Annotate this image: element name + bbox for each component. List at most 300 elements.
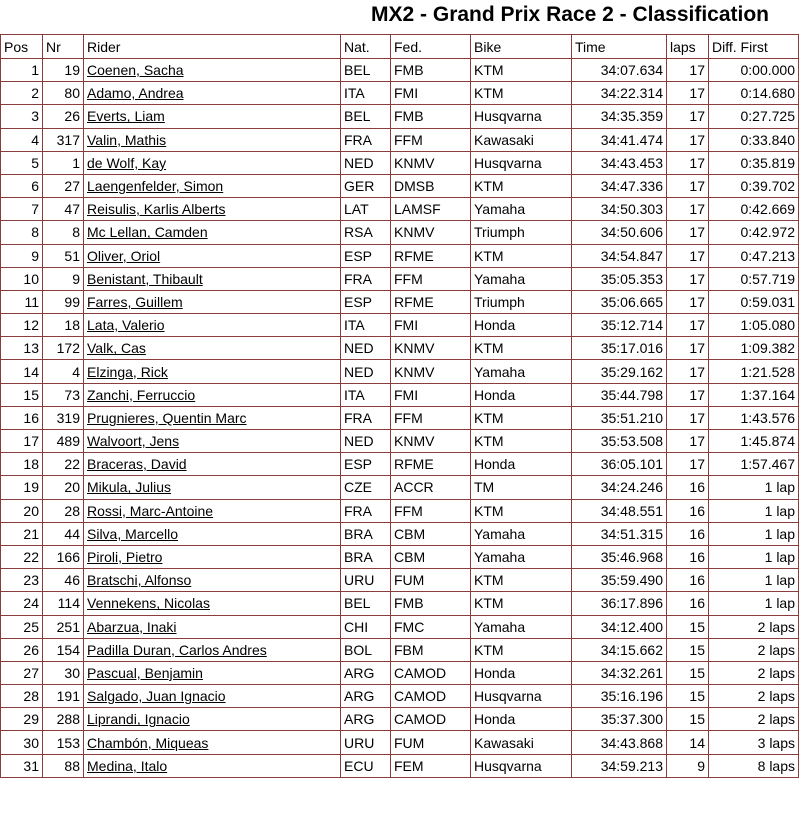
rider-link[interactable]: Vennekens, Nicolas	[87, 595, 210, 612]
cell-fed: CBM	[391, 545, 471, 568]
cell-fed: FFM	[391, 499, 471, 522]
cell-laps: 9	[667, 754, 709, 777]
cell-rider	[84, 545, 341, 568]
table-row	[1, 360, 799, 383]
cell-bike: KTM	[471, 592, 572, 615]
cell-time: 34:24.246	[572, 476, 667, 499]
column-header-pos: Pos	[1, 35, 43, 59]
cell-nat: ESP	[341, 244, 391, 267]
cell-laps: 17	[667, 383, 709, 406]
cell-nat: CHI	[341, 615, 391, 638]
cell-nr: 73	[43, 383, 84, 406]
cell-rider	[84, 59, 341, 82]
cell-rider	[84, 708, 341, 731]
cell-rider	[84, 522, 341, 545]
cell-fed: FMI	[391, 314, 471, 337]
cell-fed: FFM	[391, 128, 471, 151]
rider-link[interactable]: Mc Lellan, Camden	[87, 224, 208, 241]
cell-rider	[84, 685, 341, 708]
cell-nr: 1	[43, 151, 84, 174]
cell-laps: 17	[667, 128, 709, 151]
cell-diff: 0:14.680	[709, 82, 799, 105]
cell-laps: 17	[667, 360, 709, 383]
cell-time: 34:50.606	[572, 221, 667, 244]
cell-rider	[84, 615, 341, 638]
cell-nr: 251	[43, 615, 84, 638]
cell-nr: 317	[43, 128, 84, 151]
cell-nat: NED	[341, 360, 391, 383]
rider-link[interactable]: Chambón, Miqueas	[87, 734, 209, 751]
cell-time: 35:12.714	[572, 314, 667, 337]
cell-time: 34:35.359	[572, 105, 667, 128]
cell-diff: 2 laps	[709, 708, 799, 731]
rider-link[interactable]: Reisulis, Karlis Alberts	[87, 201, 226, 218]
cell-nr: 172	[43, 337, 84, 360]
cell-nat: LAT	[341, 198, 391, 221]
cell-fed: CAMOD	[391, 661, 471, 684]
cell-nr: 8	[43, 221, 84, 244]
cell-pos: 23	[1, 569, 43, 592]
cell-diff: 1 lap	[709, 569, 799, 592]
table-row	[1, 685, 799, 708]
cell-rider	[84, 592, 341, 615]
cell-bike: Yamaha	[471, 198, 572, 221]
cell-nr: 319	[43, 406, 84, 429]
cell-time: 36:17.896	[572, 592, 667, 615]
cell-fed: KNMV	[391, 360, 471, 383]
cell-pos: 26	[1, 638, 43, 661]
cell-fed: FMB	[391, 592, 471, 615]
cell-diff: 1 lap	[709, 522, 799, 545]
cell-pos: 12	[1, 314, 43, 337]
classification-table	[0, 34, 799, 778]
cell-pos: 14	[1, 360, 43, 383]
cell-time: 35:46.968	[572, 545, 667, 568]
cell-bike: Triumph	[471, 221, 572, 244]
rider-link[interactable]: Laengenfelder, Simon	[87, 178, 224, 195]
cell-rider	[84, 360, 341, 383]
cell-nr: 154	[43, 638, 84, 661]
cell-laps: 15	[667, 661, 709, 684]
cell-pos: 13	[1, 337, 43, 360]
cell-nr: 153	[43, 731, 84, 754]
cell-pos: 29	[1, 708, 43, 731]
cell-bike: Kawasaki	[471, 731, 572, 754]
rider-link[interactable]: Elzinga, Rick	[87, 363, 168, 380]
cell-bike: KTM	[471, 499, 572, 522]
rider-link[interactable]: Valin, Mathis	[87, 131, 167, 148]
cell-diff: 0:27.725	[709, 105, 799, 128]
rider-link[interactable]: Piroli, Pietro	[87, 549, 163, 566]
cell-bike: Yamaha	[471, 545, 572, 568]
cell-time: 34:41.474	[572, 128, 667, 151]
cell-nat: NED	[341, 151, 391, 174]
cell-rider	[84, 314, 341, 337]
cell-bike: Kawasaki	[471, 128, 572, 151]
cell-nr: 9	[43, 267, 84, 290]
cell-time: 34:07.634	[572, 59, 667, 82]
cell-nat: FRA	[341, 128, 391, 151]
cell-laps: 17	[667, 82, 709, 105]
cell-rider	[84, 638, 341, 661]
cell-diff: 1 lap	[709, 499, 799, 522]
cell-pos: 24	[1, 592, 43, 615]
rider-link[interactable]: Salgado, Juan Ignacio	[87, 688, 226, 705]
rider-link[interactable]: Benistant, Thibault	[87, 270, 203, 287]
cell-bike: Honda	[471, 453, 572, 476]
cell-rider	[84, 476, 341, 499]
cell-laps: 17	[667, 314, 709, 337]
rider-link[interactable]: Liprandi, Ignacio	[87, 711, 190, 728]
rider-link[interactable]: Everts, Liam	[87, 108, 165, 125]
cell-time: 34:32.261	[572, 661, 667, 684]
cell-nat: FRA	[341, 267, 391, 290]
cell-pos: 17	[1, 430, 43, 453]
cell-nr: 99	[43, 290, 84, 313]
cell-time: 35:37.300	[572, 708, 667, 731]
table-row	[1, 128, 799, 151]
cell-fed: FUM	[391, 569, 471, 592]
cell-nat: BEL	[341, 592, 391, 615]
cell-diff: 1:37.164	[709, 383, 799, 406]
rider-link[interactable]: Braceras, David	[87, 456, 187, 473]
cell-pos: 30	[1, 731, 43, 754]
cell-nr: 44	[43, 522, 84, 545]
column-header-nr: Nr	[43, 35, 84, 59]
cell-time: 34:43.868	[572, 731, 667, 754]
cell-nr: 46	[43, 569, 84, 592]
cell-bike: Honda	[471, 314, 572, 337]
cell-rider	[84, 569, 341, 592]
cell-diff: 2 laps	[709, 661, 799, 684]
cell-fed: DMSB	[391, 174, 471, 197]
cell-nr: 191	[43, 685, 84, 708]
column-header-fed: Fed.	[391, 35, 471, 59]
cell-laps: 16	[667, 522, 709, 545]
rider-link[interactable]: Medina, Italo	[87, 757, 168, 774]
cell-laps: 16	[667, 499, 709, 522]
cell-nr: 18	[43, 314, 84, 337]
cell-rider	[84, 82, 341, 105]
column-header-laps: laps	[667, 35, 709, 59]
cell-fed: FMI	[391, 82, 471, 105]
cell-nat: GER	[341, 174, 391, 197]
cell-fed: FUM	[391, 731, 471, 754]
cell-nat: URU	[341, 569, 391, 592]
cell-pos: 31	[1, 754, 43, 777]
cell-fed: CAMOD	[391, 685, 471, 708]
table-row	[1, 569, 799, 592]
cell-laps: 17	[667, 290, 709, 313]
cell-rider	[84, 174, 341, 197]
cell-nat: ITA	[341, 82, 391, 105]
cell-bike: Yamaha	[471, 522, 572, 545]
cell-pos: 15	[1, 383, 43, 406]
cell-diff: 0:00.000	[709, 59, 799, 82]
cell-bike: KTM	[471, 430, 572, 453]
cell-time: 34:22.314	[572, 82, 667, 105]
cell-diff: 1 lap	[709, 545, 799, 568]
cell-nr: 22	[43, 453, 84, 476]
cell-nr: 114	[43, 592, 84, 615]
cell-time: 35:06.665	[572, 290, 667, 313]
cell-pos: 21	[1, 522, 43, 545]
rider-link[interactable]: Oliver, Oriol	[87, 247, 161, 264]
cell-fed: KNMV	[391, 430, 471, 453]
cell-nat: BEL	[341, 105, 391, 128]
cell-diff: 2 laps	[709, 615, 799, 638]
cell-pos: 27	[1, 661, 43, 684]
cell-nat: FRA	[341, 406, 391, 429]
cell-nr: 88	[43, 754, 84, 777]
rider-link[interactable]: Mikula, Julius	[87, 479, 172, 496]
cell-fed: RFME	[391, 244, 471, 267]
cell-nat: ARG	[341, 661, 391, 684]
table-header-row	[1, 35, 799, 59]
cell-nat: ITA	[341, 383, 391, 406]
cell-fed: KNMV	[391, 151, 471, 174]
cell-fed: FMI	[391, 383, 471, 406]
cell-nr: 489	[43, 430, 84, 453]
cell-fed: FMB	[391, 59, 471, 82]
cell-fed: FMC	[391, 615, 471, 638]
cell-laps: 15	[667, 638, 709, 661]
cell-time: 34:51.315	[572, 522, 667, 545]
cell-pos: 9	[1, 244, 43, 267]
cell-bike: Yamaha	[471, 360, 572, 383]
cell-nr: 20	[43, 476, 84, 499]
cell-pos: 5	[1, 151, 43, 174]
cell-diff: 1:43.576	[709, 406, 799, 429]
cell-nat: URU	[341, 731, 391, 754]
cell-laps: 17	[667, 198, 709, 221]
cell-diff: 0:33.840	[709, 128, 799, 151]
cell-nr: 30	[43, 661, 84, 684]
table-row	[1, 337, 799, 360]
cell-nr: 28	[43, 499, 84, 522]
table-row	[1, 731, 799, 754]
cell-diff: 0:47.213	[709, 244, 799, 267]
cell-bike: KTM	[471, 244, 572, 267]
cell-rider	[84, 499, 341, 522]
cell-rider	[84, 754, 341, 777]
cell-bike: Yamaha	[471, 615, 572, 638]
cell-time: 34:50.303	[572, 198, 667, 221]
cell-pos: 2	[1, 82, 43, 105]
rider-link[interactable]: Silva, Marcello	[87, 525, 179, 542]
cell-time: 35:16.196	[572, 685, 667, 708]
cell-diff: 1:09.382	[709, 337, 799, 360]
table-row	[1, 476, 799, 499]
cell-fed: KNMV	[391, 221, 471, 244]
cell-fed: FMB	[391, 105, 471, 128]
cell-diff: 0:42.669	[709, 198, 799, 221]
cell-pos: 28	[1, 685, 43, 708]
cell-nat: BEL	[341, 59, 391, 82]
table-row	[1, 267, 799, 290]
cell-diff: 3 laps	[709, 731, 799, 754]
cell-bike: KTM	[471, 59, 572, 82]
table-row	[1, 592, 799, 615]
cell-rider	[84, 406, 341, 429]
cell-fed: ACCR	[391, 476, 471, 499]
cell-laps: 17	[667, 244, 709, 267]
cell-diff: 0:42.972	[709, 221, 799, 244]
cell-bike: Husqvarna	[471, 105, 572, 128]
cell-fed: CAMOD	[391, 708, 471, 731]
cell-rider	[84, 290, 341, 313]
rider-link[interactable]: Rossi, Marc-Antoine	[87, 502, 214, 519]
cell-nr: 166	[43, 545, 84, 568]
table-row	[1, 221, 799, 244]
cell-pos: 3	[1, 105, 43, 128]
rider-link[interactable]: Valk, Cas	[87, 340, 146, 357]
cell-diff: 1:57.467	[709, 453, 799, 476]
cell-rider	[84, 128, 341, 151]
cell-fed: LAMSF	[391, 198, 471, 221]
cell-pos: 22	[1, 545, 43, 568]
rider-link[interactable]: Walvoort, Jens	[87, 433, 180, 450]
cell-laps: 17	[667, 151, 709, 174]
table-row	[1, 383, 799, 406]
rider-link[interactable]: Adamo, Andrea	[87, 85, 184, 102]
cell-bike: KTM	[471, 82, 572, 105]
cell-time: 34:47.336	[572, 174, 667, 197]
cell-pos: 1	[1, 59, 43, 82]
cell-pos: 19	[1, 476, 43, 499]
cell-diff: 0:39.702	[709, 174, 799, 197]
table-row	[1, 314, 799, 337]
table-row	[1, 198, 799, 221]
cell-fed: FEM	[391, 754, 471, 777]
cell-diff: 0:59.031	[709, 290, 799, 313]
cell-laps: 17	[667, 453, 709, 476]
cell-bike: KTM	[471, 638, 572, 661]
table-row	[1, 59, 799, 82]
table-row	[1, 615, 799, 638]
rider-link[interactable]: de Wolf, Kay	[87, 154, 167, 171]
cell-nat: RSA	[341, 221, 391, 244]
table-row	[1, 244, 799, 267]
cell-bike: Yamaha	[471, 267, 572, 290]
rider-link[interactable]: Zanchi, Ferruccio	[87, 386, 196, 403]
cell-laps: 16	[667, 545, 709, 568]
cell-laps: 15	[667, 708, 709, 731]
cell-bike: Husqvarna	[471, 151, 572, 174]
cell-laps: 17	[667, 174, 709, 197]
cell-fed: FFM	[391, 267, 471, 290]
rider-link[interactable]: Coenen, Sacha	[87, 62, 184, 79]
table-row	[1, 661, 799, 684]
cell-time: 34:54.847	[572, 244, 667, 267]
cell-laps: 17	[667, 105, 709, 128]
rider-link[interactable]: Pascual, Benjamin	[87, 664, 203, 681]
cell-bike: Honda	[471, 661, 572, 684]
cell-pos: 16	[1, 406, 43, 429]
cell-fed: KNMV	[391, 337, 471, 360]
column-header-bike: Bike	[471, 35, 572, 59]
cell-fed: FBM	[391, 638, 471, 661]
cell-nr: 51	[43, 244, 84, 267]
cell-nat: BRA	[341, 522, 391, 545]
cell-pos: 11	[1, 290, 43, 313]
cell-time: 35:51.210	[572, 406, 667, 429]
cell-nr: 47	[43, 198, 84, 221]
cell-rider	[84, 731, 341, 754]
rider-link[interactable]: Abarzua, Inaki	[87, 618, 177, 635]
cell-nat: NED	[341, 430, 391, 453]
table-row	[1, 638, 799, 661]
rider-link[interactable]: Bratschi, Alfonso	[87, 572, 192, 589]
cell-nat: BOL	[341, 638, 391, 661]
cell-diff: 2 laps	[709, 685, 799, 708]
cell-diff: 8 laps	[709, 754, 799, 777]
table-row	[1, 290, 799, 313]
cell-fed: FFM	[391, 406, 471, 429]
cell-nat: BRA	[341, 545, 391, 568]
cell-nat: FRA	[341, 499, 391, 522]
rider-link[interactable]: Lata, Valerio	[87, 317, 165, 334]
cell-pos: 8	[1, 221, 43, 244]
cell-time: 35:53.508	[572, 430, 667, 453]
cell-bike: KTM	[471, 174, 572, 197]
rider-link[interactable]: Prugnieres, Quentin Marc	[87, 409, 247, 426]
cell-diff: 1:45.874	[709, 430, 799, 453]
cell-nat: ARG	[341, 685, 391, 708]
column-header-diff: Diff. First	[709, 35, 799, 59]
cell-pos: 25	[1, 615, 43, 638]
table-row	[1, 545, 799, 568]
cell-bike: Honda	[471, 383, 572, 406]
table-row	[1, 430, 799, 453]
table-row	[1, 499, 799, 522]
cell-bike: KTM	[471, 569, 572, 592]
cell-time: 35:59.490	[572, 569, 667, 592]
cell-rider	[84, 221, 341, 244]
column-header-nat: Nat.	[341, 35, 391, 59]
cell-nr: 27	[43, 174, 84, 197]
cell-bike: KTM	[471, 337, 572, 360]
cell-diff: 0:35.819	[709, 151, 799, 174]
cell-nat: CZE	[341, 476, 391, 499]
cell-time: 34:15.662	[572, 638, 667, 661]
cell-nr: 4	[43, 360, 84, 383]
cell-laps: 14	[667, 731, 709, 754]
cell-laps: 16	[667, 569, 709, 592]
cell-time: 34:59.213	[572, 754, 667, 777]
cell-nr: 288	[43, 708, 84, 731]
cell-nat: ESP	[341, 290, 391, 313]
cell-nr: 26	[43, 105, 84, 128]
cell-bike: TM	[471, 476, 572, 499]
rider-link[interactable]: Farres, Guillem	[87, 293, 183, 310]
cell-nr: 80	[43, 82, 84, 105]
cell-rider	[84, 244, 341, 267]
cell-pos: 10	[1, 267, 43, 290]
cell-time: 35:17.016	[572, 337, 667, 360]
cell-laps: 17	[667, 337, 709, 360]
cell-rider	[84, 453, 341, 476]
cell-fed: RFME	[391, 453, 471, 476]
cell-rider	[84, 198, 341, 221]
rider-link[interactable]: Padilla Duran, Carlos Andres	[87, 641, 267, 658]
cell-pos: 7	[1, 198, 43, 221]
cell-rider	[84, 151, 341, 174]
cell-laps: 16	[667, 476, 709, 499]
cell-nat: NED	[341, 337, 391, 360]
cell-nat: ESP	[341, 453, 391, 476]
cell-nat: ARG	[341, 708, 391, 731]
